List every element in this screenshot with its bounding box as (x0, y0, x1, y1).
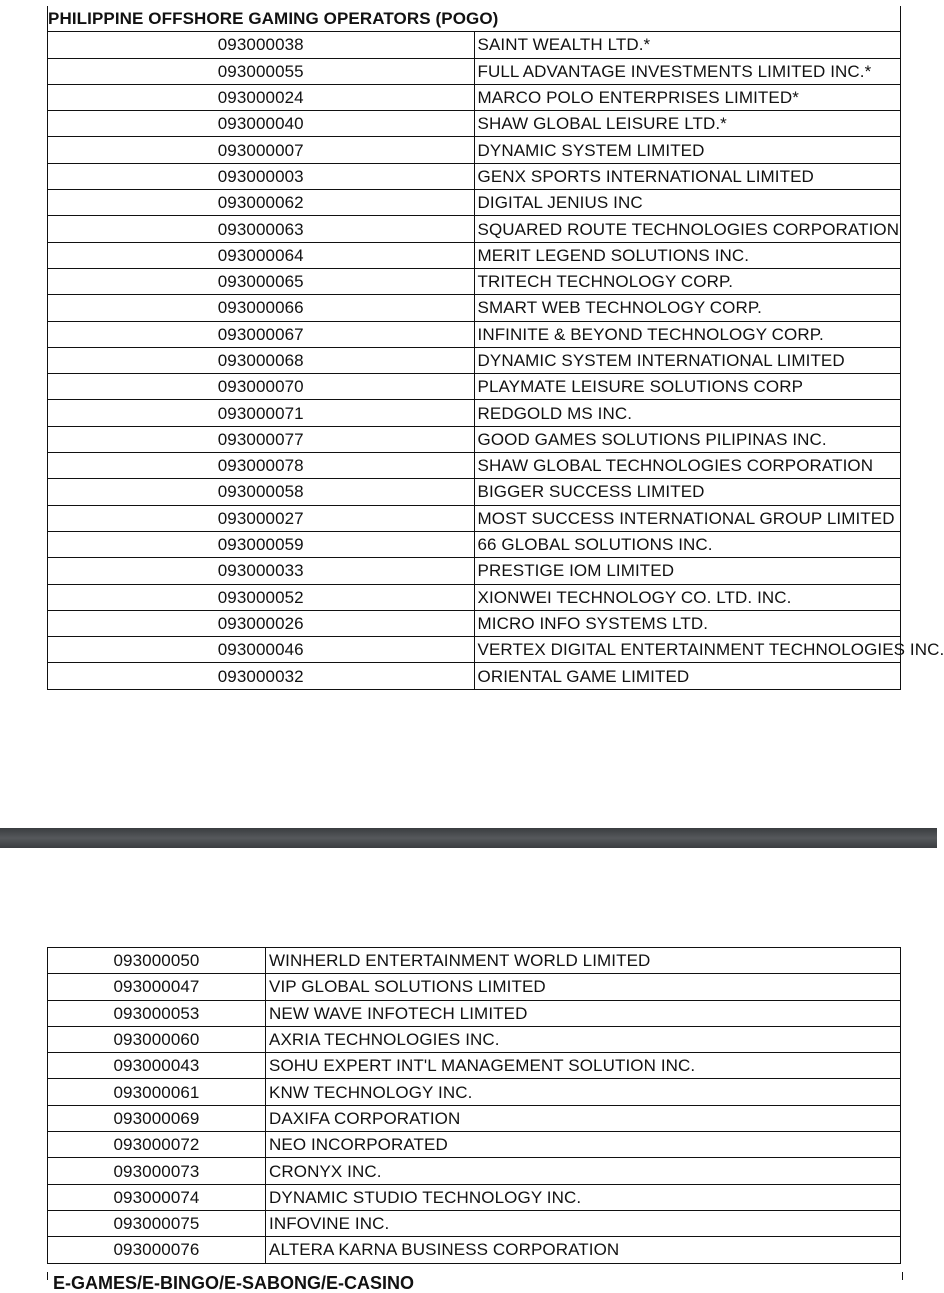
operator-name: ALTERA KARNA BUSINESS CORPORATION (266, 1237, 901, 1263)
license-code: 093000074 (48, 1184, 266, 1210)
section-title-row (48, 6, 901, 32)
operator-name: VERTEX DIGITAL ENTERTAINMENT TECHNOLOGIES INC. (474, 637, 901, 663)
operator-name: DIGITAL JENIUS INC (474, 190, 901, 216)
table-row (48, 1053, 901, 1079)
license-code: 093000066 (48, 295, 475, 321)
license-code: 093000068 (48, 347, 475, 373)
operator-name: TRITECH TECHNOLOGY CORP. (474, 268, 901, 294)
license-code: 093000060 (48, 1026, 266, 1052)
license-code: 093000059 (48, 531, 475, 557)
license-code: 093000038 (48, 32, 475, 58)
operator-name: ORIENTAL GAME LIMITED (474, 663, 901, 689)
section-title: PHILIPPINE OFFSHORE GAMING OPERATORS (POGO) (48, 6, 901, 32)
table-row (48, 1237, 901, 1263)
page-divider (0, 828, 937, 848)
license-code: 093000058 (48, 479, 475, 505)
license-code: 093000050 (48, 948, 266, 974)
license-code: 093000046 (48, 637, 475, 663)
operator-name: 66 GLOBAL SOLUTIONS INC. (474, 531, 901, 557)
license-code: 093000053 (48, 1000, 266, 1026)
operator-name: VIP GLOBAL SOLUTIONS LIMITED (266, 974, 901, 1000)
table-row (48, 1158, 901, 1184)
operator-name: AXRIA TECHNOLOGIES INC. (266, 1026, 901, 1052)
license-code: 093000070 (48, 374, 475, 400)
table-row (48, 1210, 901, 1236)
table-row (48, 268, 901, 294)
operator-name: PRESTIGE IOM LIMITED (474, 558, 901, 584)
license-code: 093000043 (48, 1053, 266, 1079)
table-row (48, 479, 901, 505)
license-code: 093000069 (48, 1105, 266, 1131)
license-code: 093000052 (48, 584, 475, 610)
table-row (48, 1132, 901, 1158)
operator-name: MARCO POLO ENTERPRISES LIMITED* (474, 84, 901, 110)
table-row (48, 242, 901, 268)
table-row (48, 531, 901, 557)
license-code: 093000063 (48, 216, 475, 242)
license-code: 093000061 (48, 1079, 266, 1105)
license-code: 093000078 (48, 453, 475, 479)
operator-name: SMART WEB TECHNOLOGY CORP. (474, 295, 901, 321)
table-row (48, 610, 901, 636)
license-code: 093000072 (48, 1132, 266, 1158)
operator-name: SHAW GLOBAL TECHNOLOGIES CORPORATION (474, 453, 901, 479)
license-code: 093000067 (48, 321, 475, 347)
operator-name: CRONYX INC. (266, 1158, 901, 1184)
operator-name: SAINT WEALTH LTD.* (474, 32, 901, 58)
table-row (48, 58, 901, 84)
license-code: 093000071 (48, 400, 475, 426)
table-row (48, 1079, 901, 1105)
pogo-table (47, 6, 944, 690)
operator-name: MOST SUCCESS INTERNATIONAL GROUP LIMITED (474, 505, 901, 531)
operator-name: GENX SPORTS INTERNATIONAL LIMITED (474, 163, 901, 189)
operator-name: FULL ADVANTAGE INVESTMENTS LIMITED INC.* (474, 58, 901, 84)
license-code: 093000055 (48, 58, 475, 84)
cut-off-heading-text: E-GAMES/E-BINGO/E-SABONG/E-CASINO (53, 1273, 415, 1293)
license-code: 093000032 (48, 663, 475, 689)
license-code: 093000033 (48, 558, 475, 584)
operator-name: INFINITE & BEYOND TECHNOLOGY CORP. (474, 321, 901, 347)
license-code: 093000003 (48, 163, 475, 189)
operator-name: INFOVINE INC. (266, 1210, 901, 1236)
table-row (48, 1000, 901, 1026)
table-row (48, 505, 901, 531)
table-row (48, 137, 901, 163)
operator-name: MICRO INFO SYSTEMS LTD. (474, 610, 901, 636)
cut-off-section-heading (47, 1272, 903, 1293)
table-row (48, 948, 901, 974)
table-row (48, 637, 901, 663)
operator-name: NEO INCORPORATED (266, 1132, 901, 1158)
table-row (48, 216, 901, 242)
table-row (48, 584, 901, 610)
operator-name: SHAW GLOBAL LEISURE LTD.* (474, 111, 901, 137)
table-row (48, 163, 901, 189)
operator-name: KNW TECHNOLOGY INC. (266, 1079, 901, 1105)
table-row (48, 453, 901, 479)
operator-name: DYNAMIC STUDIO TECHNOLOGY INC. (266, 1184, 901, 1210)
license-code: 093000047 (48, 974, 266, 1000)
operator-name: NEW WAVE INFOTECH LIMITED (266, 1000, 901, 1026)
license-code: 093000076 (48, 1237, 266, 1263)
license-code: 093000040 (48, 111, 475, 137)
operator-name: REDGOLD MS INC. (474, 400, 901, 426)
operator-name: MERIT LEGEND SOLUTIONS INC. (474, 242, 901, 268)
operator-name: SQUARED ROUTE TECHNOLOGIES CORPORATION (474, 216, 901, 242)
license-code: 093000026 (48, 610, 475, 636)
license-code: 093000077 (48, 426, 475, 452)
table-row (48, 663, 901, 689)
license-code: 093000007 (48, 137, 475, 163)
license-code: 093000073 (48, 1158, 266, 1184)
license-code: 093000024 (48, 84, 475, 110)
pogo-table-continued (47, 947, 901, 1264)
operator-name: XIONWEI TECHNOLOGY CO. LTD. INC. (474, 584, 901, 610)
document-page-bottom (0, 848, 937, 1293)
table-row (48, 321, 901, 347)
table-row (48, 1105, 901, 1131)
table-row (48, 111, 901, 137)
operator-name: DYNAMIC SYSTEM LIMITED (474, 137, 901, 163)
operator-name: SOHU EXPERT INT'L MANAGEMENT SOLUTION INC. (266, 1053, 901, 1079)
license-code: 093000062 (48, 190, 475, 216)
table-row (48, 426, 901, 452)
table-row (48, 558, 901, 584)
operator-name: WINHERLD ENTERTAINMENT WORLD LIMITED (266, 948, 901, 974)
table-row (48, 400, 901, 426)
table-row (48, 32, 901, 58)
table-row (48, 190, 901, 216)
operator-name: BIGGER SUCCESS LIMITED (474, 479, 901, 505)
table-row (48, 84, 901, 110)
operator-name: PLAYMATE LEISURE SOLUTIONS CORP (474, 374, 901, 400)
table-row (48, 295, 901, 321)
table-row (48, 974, 901, 1000)
table-row (48, 347, 901, 373)
license-code: 093000075 (48, 1210, 266, 1236)
license-code: 093000064 (48, 242, 475, 268)
table-row (48, 1184, 901, 1210)
license-code: 093000065 (48, 268, 475, 294)
operator-name: DYNAMIC SYSTEM INTERNATIONAL LIMITED (474, 347, 901, 373)
operator-name: DAXIFA CORPORATION (266, 1105, 901, 1131)
table-row (48, 374, 901, 400)
operator-name: GOOD GAMES SOLUTIONS PILIPINAS INC. (474, 426, 901, 452)
license-code: 093000027 (48, 505, 475, 531)
table-row (48, 1026, 901, 1052)
